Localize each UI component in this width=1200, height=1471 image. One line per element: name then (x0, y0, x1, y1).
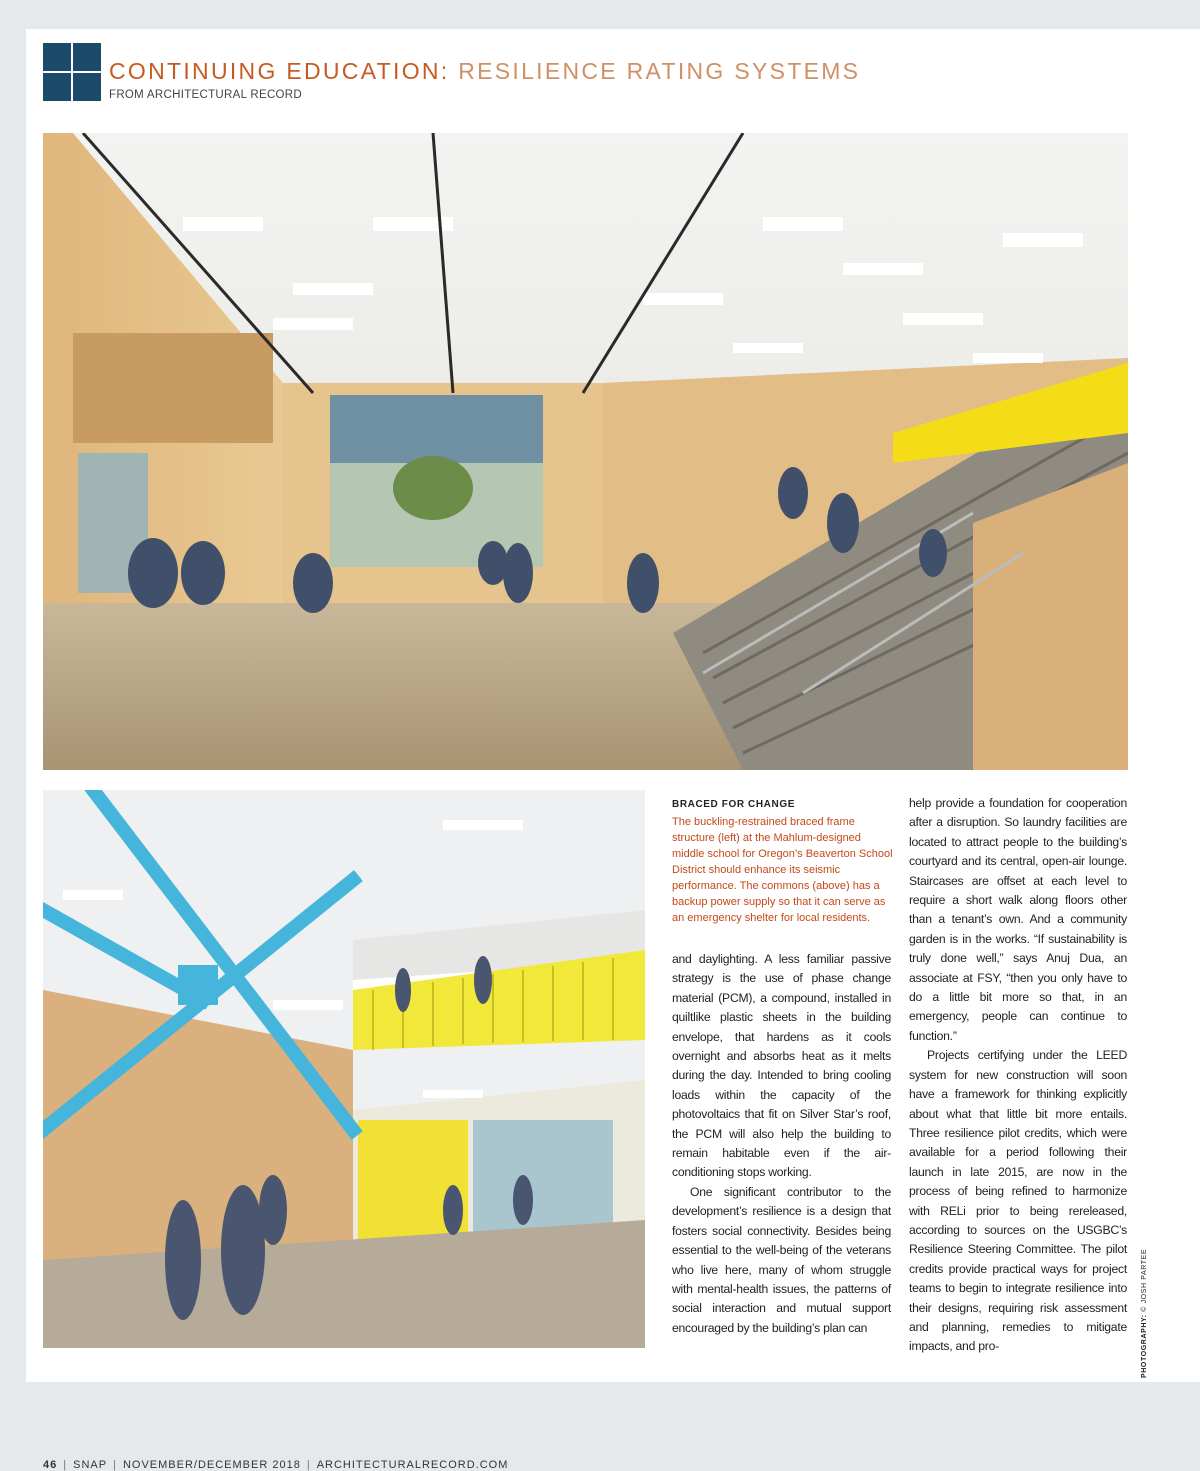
commons-photo (43, 133, 1128, 770)
photo-credit (1141, 1249, 1148, 1378)
section-title-part2: RESILIENCE RATING SYSTEMS (458, 58, 861, 84)
braced-frame-photo (43, 790, 645, 1348)
footer-site: ARCHITECTURALRECORD.COM (316, 1459, 509, 1471)
credit-label: PHOTOGRAPHY: (1141, 1314, 1148, 1378)
column1-paragraph-1: and daylighting. A less familiar passive strategy is the use of phase change material (PCM), a compound, installed in quiltlike plastic sheets in the building envelope, that hardens as it cools overnight and absorbs heat as it melts during the day. Intended to bring cooling loads within the capacity of the photovoltaics that fit on Silver Star’s roof, the PCM will also help the building to remain habitable even if the air-conditioning stops working. (672, 952, 891, 1180)
section-subtitle: FROM ARCHITECTURAL RECORD (109, 89, 302, 101)
caption-title: BRACED FOR CHANGE (672, 799, 795, 810)
section-title (109, 57, 860, 85)
grid-logo-icon (43, 43, 101, 101)
body-column-1 (672, 950, 891, 1338)
footer-bar: 46 | SNAP | NOVEMBER/DECEMBER 2018 | ARCHITECTURALRECORD.COM (43, 1459, 509, 1471)
column2-paragraph-2: Projects certifying under the LEED system for new construction will soon have a framework for thinking explicitly about what that little bit more entails. Three resilience pilot credits, which were available for a period following their launch in late 2015, are now in the process of being refined to harmonize with RELi prior to being rereleased, according to sources on the USGBC’s Resilience Steering Committee. The pilot credits provide practical ways for project teams to begin to integrate resilience into their designs, requiring risk assessment and planning, remedies to mitigate impacts, and pro- (909, 1048, 1127, 1354)
credit-name: © JOSH PARTEE (1141, 1248, 1148, 1312)
section-title-part1: CONTINUING EDUCATION: (109, 58, 450, 84)
page-number: 46 (43, 1459, 58, 1471)
footer-issue: NOVEMBER/DECEMBER 2018 (122, 1459, 301, 1471)
column2-paragraph-1: help provide a foundation for cooperation after a disruption. So laundry facilities are located to attract people to the building’s courtyard and its central, open-air lounge. Staircases are offset at each level to require a short walk along floors other than a tenant’s own. And a community garden is in the works. “If sustainability is truly done well,” says Anuj Dua, an associate at FSY, “then you only have to do a little bit more so that, in an emergency, people can continue to function.” (909, 796, 1127, 1043)
caption-body: The buckling-restrained braced frame structure (left) at the Mahlum-designed middle school for Oregon’s Beaverton School District should enhance its seismic performance. The commons (above) has a backup power supply so that it can serve as an emergency shelter for local residents. (672, 816, 893, 924)
footer-section: SNAP (73, 1459, 108, 1471)
column1-paragraph-2: One significant contributor to the development’s resilience is a design that fosters social connectivity. Besides being essential to the well-being of the veterans who live here, many of whom struggle with mental-health issues, the patterns of social interaction and mutual support encouraged by the building’s plan can (672, 1184, 891, 1335)
photo-caption (672, 797, 894, 926)
body-column-2 (909, 794, 1127, 1357)
